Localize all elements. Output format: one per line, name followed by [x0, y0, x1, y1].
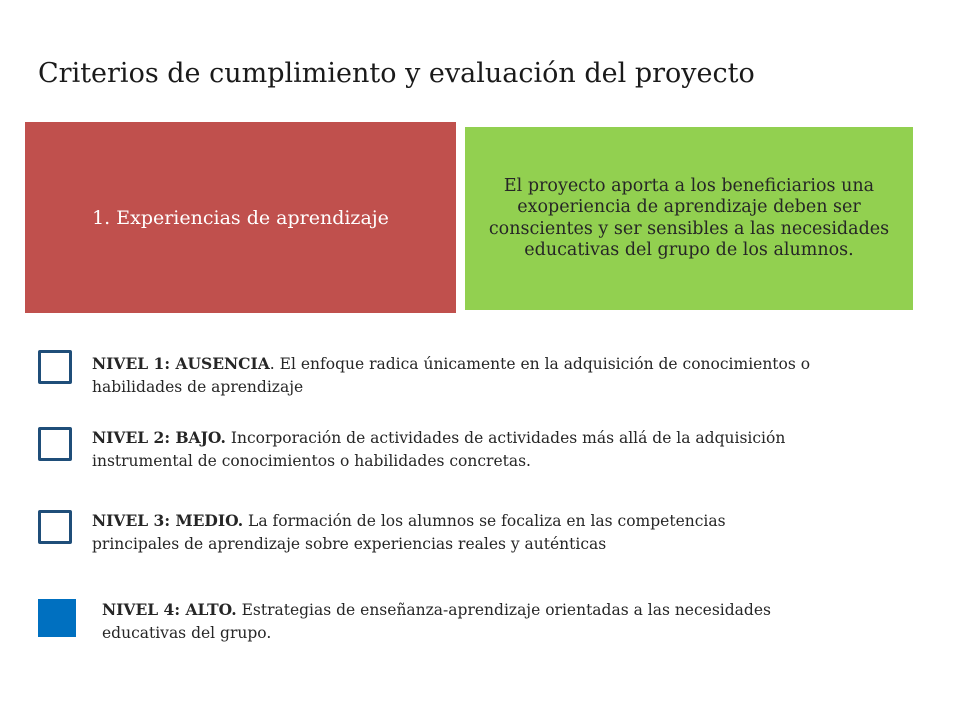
- level-3-heading: NIVEL 3: MEDIO.: [92, 511, 244, 530]
- level-4-description: Estrategias de enseñanza-aprendizaje orientadas a las necesidades educativas del grupo.: [102, 601, 771, 643]
- criterion-label-box: [25, 122, 456, 313]
- page-title: Criterios de cumplimiento y evaluación del proyecto: [38, 58, 755, 89]
- level-2-checkbox[interactable]: [38, 427, 72, 461]
- level-1-text: [92, 352, 812, 400]
- level-3-text: [92, 509, 752, 557]
- level-3-description: La formación de los alumnos se focaliza en las competencias principales de aprendizaje sobre experiencias reales y auténticas: [92, 512, 726, 554]
- criterion-label: 1. Experiencias de aprendizaje: [92, 206, 389, 229]
- level-3-checkbox[interactable]: [38, 510, 72, 544]
- criterion-description: El proyecto aporta a los beneficiarios una exoperiencia de aprendizaje deben ser conscientes y ser sensibles a las necesidades educativas del grupo de los alumnos.: [488, 175, 890, 260]
- criterion-description-box: [465, 127, 913, 310]
- level-1-description: . El enfoque radica únicamente en la adquisición de conocimientos o habilidades de aprendizaje: [92, 355, 811, 397]
- level-2-text: [92, 426, 812, 474]
- level-2-heading: NIVEL 2: BAJO.: [92, 428, 226, 447]
- level-1-heading: NIVEL 1: AUSENCIA: [92, 354, 270, 373]
- level-4-heading: NIVEL 4: ALTO.: [102, 600, 237, 619]
- level-4-text: [102, 598, 802, 646]
- level-1-checkbox[interactable]: [38, 350, 72, 384]
- level-4-checkbox[interactable]: [38, 599, 76, 637]
- level-2-description: Incorporación de actividades de actividades más allá de la adquisición instrumental de conocimientos o habilidades concretas.: [92, 429, 786, 471]
